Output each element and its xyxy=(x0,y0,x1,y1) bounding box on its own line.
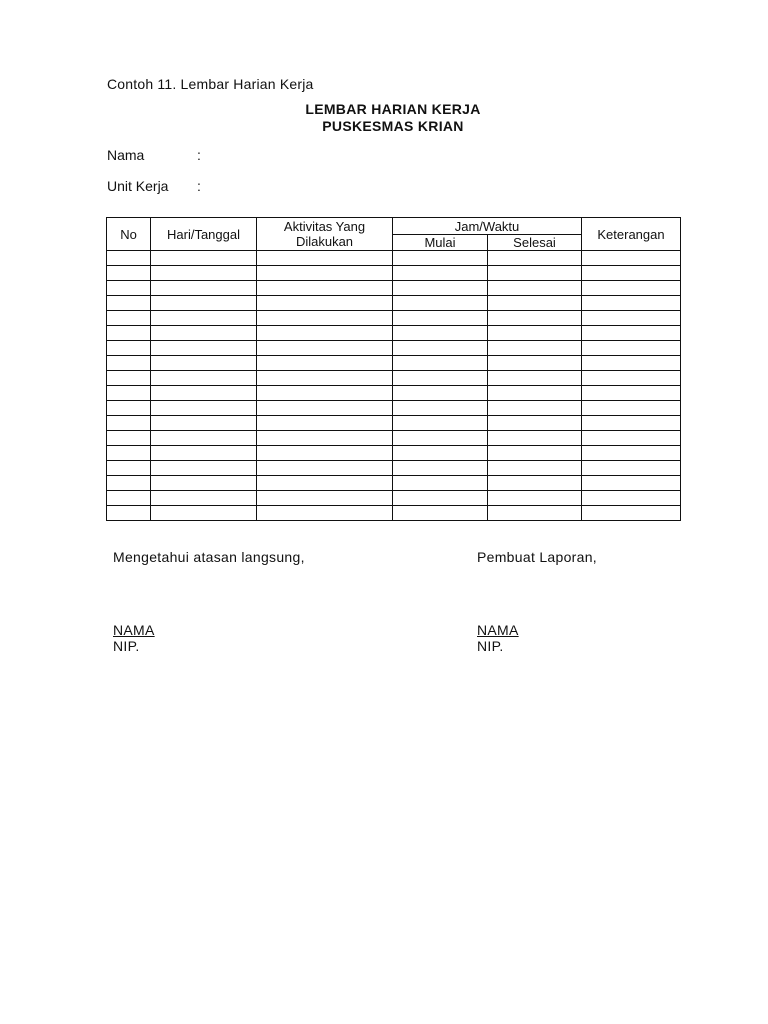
table-cell xyxy=(488,311,582,326)
reporter-role: Pembuat Laporan, xyxy=(477,549,597,565)
document-caption: Contoh 11. Lembar Harian Kerja xyxy=(107,76,314,92)
table-cell xyxy=(393,401,488,416)
table-cell xyxy=(582,386,681,401)
table-cell xyxy=(151,326,257,341)
table-cell xyxy=(582,326,681,341)
table-cell xyxy=(582,431,681,446)
table-cell xyxy=(582,506,681,521)
field-nama xyxy=(107,147,201,163)
table-cell xyxy=(488,461,582,476)
supervisor-name: NAMA xyxy=(113,622,155,638)
table-cell xyxy=(488,341,582,356)
table-cell xyxy=(488,446,582,461)
table-cell xyxy=(582,401,681,416)
table-cell xyxy=(393,311,488,326)
title-line-1: LEMBAR HARIAN KERJA xyxy=(305,101,481,117)
nama-label: Nama xyxy=(107,147,145,163)
table-cell xyxy=(257,326,393,341)
table-row xyxy=(107,251,681,266)
table-cell xyxy=(488,386,582,401)
column-header-time-end: Selesai xyxy=(488,235,582,251)
table-cell xyxy=(582,356,681,371)
table-cell xyxy=(257,296,393,311)
table-cell xyxy=(393,251,488,266)
table-cell xyxy=(151,461,257,476)
table-cell xyxy=(393,296,488,311)
table-row xyxy=(107,476,681,491)
table-cell xyxy=(151,401,257,416)
table-cell xyxy=(107,371,151,386)
reporter-name: NAMA xyxy=(477,622,519,638)
table-row xyxy=(107,491,681,506)
table-cell xyxy=(151,296,257,311)
table-cell xyxy=(582,266,681,281)
table-cell xyxy=(393,371,488,386)
table-cell xyxy=(151,386,257,401)
table-cell xyxy=(393,386,488,401)
daily-work-log-table xyxy=(106,217,681,521)
table-cell xyxy=(582,296,681,311)
table-cell xyxy=(107,491,151,506)
unit-kerja-colon: : xyxy=(197,178,201,194)
field-unit-kerja xyxy=(107,178,201,194)
table-cell xyxy=(151,371,257,386)
table-cell xyxy=(107,281,151,296)
table-body xyxy=(107,251,681,521)
table-cell xyxy=(393,446,488,461)
activity-header-line-2: Dilakukan xyxy=(295,234,354,249)
nama-colon: : xyxy=(197,147,201,163)
table-cell xyxy=(582,476,681,491)
table-cell xyxy=(393,326,488,341)
table-cell xyxy=(257,356,393,371)
table-cell xyxy=(257,461,393,476)
table-cell xyxy=(257,281,393,296)
table-cell xyxy=(393,341,488,356)
table-cell xyxy=(107,476,151,491)
table-cell xyxy=(151,431,257,446)
table-cell xyxy=(393,266,488,281)
table-cell xyxy=(257,431,393,446)
table-row xyxy=(107,296,681,311)
table-cell xyxy=(393,476,488,491)
table-cell xyxy=(582,491,681,506)
column-header-time: Jam/Waktu xyxy=(393,218,582,235)
table-row xyxy=(107,371,681,386)
table-cell xyxy=(488,326,582,341)
column-header-note: Keterangan xyxy=(582,218,681,251)
table-row xyxy=(107,356,681,371)
table-cell xyxy=(107,341,151,356)
table-cell xyxy=(107,431,151,446)
column-header-activity xyxy=(257,218,393,251)
supervisor-role: Mengetahui atasan langsung, xyxy=(113,549,305,565)
table-cell xyxy=(488,281,582,296)
table-cell xyxy=(488,416,582,431)
table-cell xyxy=(488,431,582,446)
table-cell xyxy=(488,491,582,506)
table-row xyxy=(107,266,681,281)
table-cell xyxy=(257,266,393,281)
table-cell xyxy=(393,506,488,521)
table-cell xyxy=(582,341,681,356)
table-cell xyxy=(151,251,257,266)
table-cell xyxy=(107,251,151,266)
column-header-no: No xyxy=(107,218,151,251)
table-cell xyxy=(488,356,582,371)
table-cell xyxy=(488,506,582,521)
table-cell xyxy=(107,296,151,311)
table-cell xyxy=(151,281,257,296)
table-row xyxy=(107,461,681,476)
table-cell xyxy=(257,341,393,356)
table-cell xyxy=(151,341,257,356)
table-cell xyxy=(582,311,681,326)
table-cell xyxy=(393,491,488,506)
table-cell xyxy=(151,311,257,326)
table-cell xyxy=(257,311,393,326)
table-cell xyxy=(393,416,488,431)
activity-header-line-1: Aktivitas Yang xyxy=(283,219,366,234)
table-cell xyxy=(393,356,488,371)
table-row xyxy=(107,326,681,341)
unit-kerja-label: Unit Kerja xyxy=(107,178,169,194)
table-cell xyxy=(257,446,393,461)
title-line-2: PUSKESMAS KRIAN xyxy=(322,118,464,134)
table-cell xyxy=(151,491,257,506)
table-cell xyxy=(488,401,582,416)
table-cell xyxy=(107,311,151,326)
table-cell xyxy=(107,461,151,476)
table-cell xyxy=(582,371,681,386)
table-cell xyxy=(488,266,582,281)
table-cell xyxy=(488,371,582,386)
table-row xyxy=(107,401,681,416)
table-cell xyxy=(151,476,257,491)
table-cell xyxy=(393,461,488,476)
table-row xyxy=(107,431,681,446)
table-cell xyxy=(257,491,393,506)
table-cell xyxy=(582,446,681,461)
table-cell xyxy=(257,251,393,266)
table-row xyxy=(107,341,681,356)
table-cell xyxy=(488,296,582,311)
table-cell xyxy=(107,446,151,461)
supervisor-nip: NIP. xyxy=(113,638,140,654)
table-row xyxy=(107,281,681,296)
table-cell xyxy=(107,266,151,281)
table-cell xyxy=(107,326,151,341)
table-cell xyxy=(107,416,151,431)
table-cell xyxy=(582,416,681,431)
table-cell xyxy=(582,281,681,296)
column-header-date: Hari/Tanggal xyxy=(151,218,257,251)
table-cell xyxy=(107,506,151,521)
table-cell xyxy=(488,476,582,491)
table-cell xyxy=(107,356,151,371)
table-cell xyxy=(257,476,393,491)
table-cell xyxy=(151,506,257,521)
table-cell xyxy=(582,461,681,476)
table-cell xyxy=(257,506,393,521)
table-cell xyxy=(107,386,151,401)
table-cell xyxy=(257,386,393,401)
table-cell xyxy=(107,401,151,416)
table-row xyxy=(107,311,681,326)
document-title xyxy=(0,101,768,135)
table-cell xyxy=(151,416,257,431)
table-row xyxy=(107,506,681,521)
table-cell xyxy=(151,446,257,461)
table-row xyxy=(107,446,681,461)
table-cell xyxy=(257,371,393,386)
table-cell xyxy=(393,431,488,446)
table-cell xyxy=(582,251,681,266)
table-cell xyxy=(488,251,582,266)
table-cell xyxy=(151,356,257,371)
table-row xyxy=(107,416,681,431)
table-cell xyxy=(393,281,488,296)
table-cell xyxy=(257,401,393,416)
table-row xyxy=(107,386,681,401)
table-cell xyxy=(151,266,257,281)
table-cell xyxy=(257,416,393,431)
reporter-nip: NIP. xyxy=(477,638,504,654)
column-header-time-start: Mulai xyxy=(393,235,488,251)
